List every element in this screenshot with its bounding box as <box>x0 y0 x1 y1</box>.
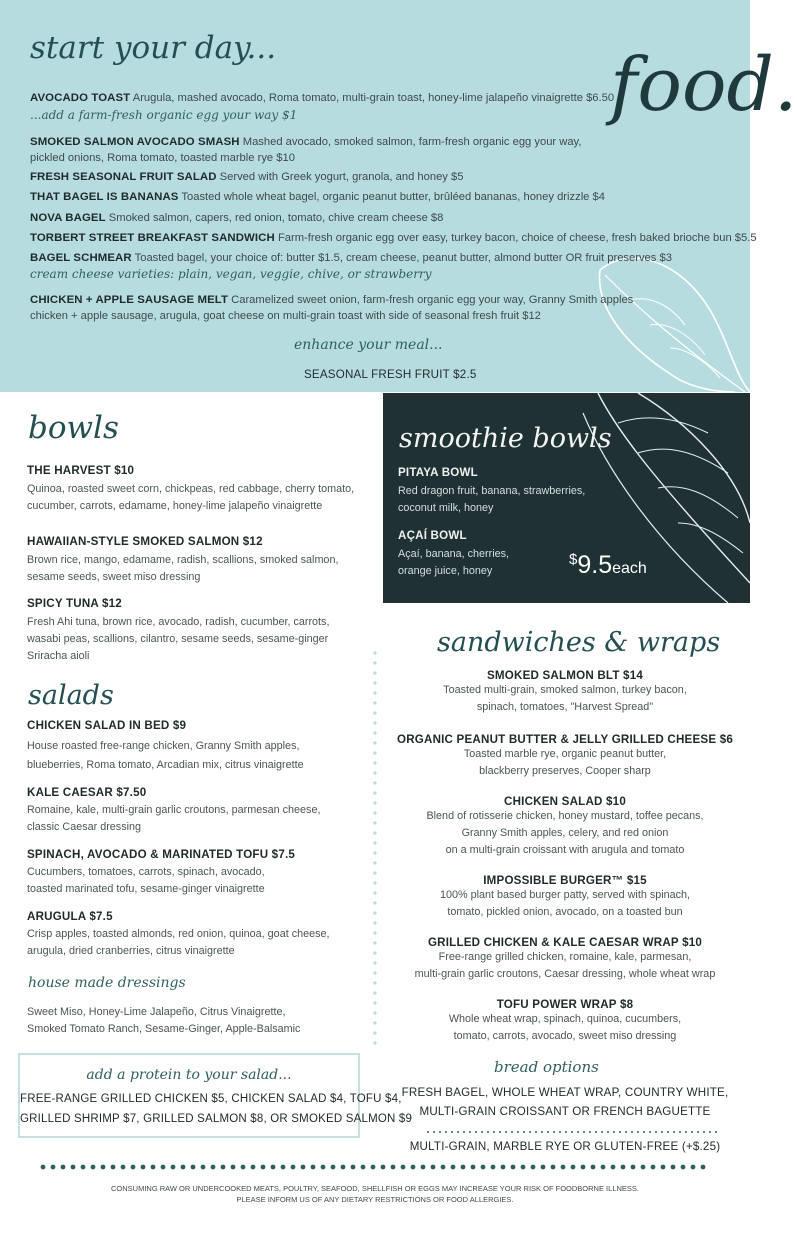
protein-line: GRILLED SHRIMP $7, GRILLED SALMON $8, OR SMOKED SALMON $9 <box>20 1113 413 1125</box>
smoothie-heading: smoothie bowls <box>399 423 612 454</box>
dressings-list: Sweet Miso, Honey-Lime Jalapeño, Citrus Vinaigrette, Smoked Tomato Ranch, Sesame-Ginger, Apple-Balsamic <box>27 1006 301 1035</box>
salads-heading: salads <box>28 680 114 711</box>
sandwich-item: IMPOSSIBLE BURGER™ $15 100% plant based burger patty, served with spinach, tomato, pickled onion, avocado, on a toasted bun <box>439 874 691 918</box>
footer-notice: CONSUMING RAW OR UNDERCOOKED MEATS, POULTRY, SEAFOOD, SHELLFISH OR EGGS MAY INCREASE YOUR RISK OF FOODBORNE ILLNESS. PLEASE INFORM US OF ANY DIETARY RESTRICTIONS OR FOOD ALLERGIES. <box>110 1184 639 1204</box>
smoothie-name: PITAYA BOWL <box>398 466 478 479</box>
smoothie-desc: Red dragon fruit, banana, strawberries, coconut milk, honey <box>398 485 586 514</box>
smoothie-name: AÇAÍ BOWL <box>398 529 467 542</box>
smoothie-panel <box>383 393 750 603</box>
sandwich-item: GRILLED CHICKEN & KALE CAESAR WRAP $10 Free-range grilled chicken, romaine, kale, parmesan, multi-grain garlic croutons, Caesar dressing, whole wheat wrap <box>414 936 716 980</box>
sandwiches-heading: sandwiches & wraps <box>437 627 721 658</box>
menu-item: SMOKED SALMON AVOCADO SMASH Mashed avocado, smoked salmon, farm-fresh organic egg your way, pickled onions, Roma tomato, toasted marble rye $10 <box>30 136 582 164</box>
salad-desc: Cucumbers, tomatoes, carrots, spinach, avocado, toasted marinated tofu, sesame-ginger vinaigrette <box>27 866 265 895</box>
menu-item: AVOCADO TOAST Arugula, mashed avocado, Roma tomato, multi-grain toast, honey-lime jalapeño vinaigrette $6.50 <box>30 92 615 104</box>
menu-item: THAT BAGEL IS BANANAS Toasted whole wheat bagel, organic peanut butter, brûléed bananas, honey drizzle $4 <box>30 191 605 203</box>
protein-heading: add a protein to your salad... <box>86 1067 292 1083</box>
protein-box <box>18 1053 413 1138</box>
salad-desc: House roasted free-range chicken, Granny Smith apples, blueberries, Roma tomato, Arcadian mix, citrus vinaigrette <box>27 740 304 771</box>
bowl-name: THE HARVEST $10 <box>27 464 135 477</box>
breakfast-heading: start your day... <box>30 30 277 66</box>
bread-heading: bread options <box>494 1058 599 1076</box>
salad-desc: Crisp apples, toasted almonds, red onion, quinoa, goat cheese, arugula, dried cranberries, citrus vinaigrette <box>27 928 330 957</box>
bowl-name: SPICY TUNA $12 <box>27 597 122 610</box>
bread-options: FRESH BAGEL, WHOLE WHEAT WRAP, COUNTRY WHITE, MULTI-GRAIN CROISSANT OR FRENCH BAGUETTE <box>401 1086 729 1118</box>
smoothie-price: $9.5each <box>569 551 647 579</box>
bowl-name: HAWAIIAN-STYLE SMOKED SALMON $12 <box>27 535 263 548</box>
bowls-heading: bowls <box>28 410 119 446</box>
salad-name: ARUGULA $7.5 <box>27 910 113 923</box>
bread-divider <box>425 1128 715 1134</box>
dressings-heading: house made dressings <box>28 975 186 991</box>
bowl-desc: Brown rice, mango, edamame, radish, scallions, smoked salmon, sesame seeds, sweet miso dressing <box>27 554 339 583</box>
egg-note: ...add a farm-fresh organic egg your way $1 <box>30 108 298 122</box>
food-title: food. <box>610 42 797 128</box>
menu-item: BAGEL SCHMEAR Toasted bagel, your choice of: butter $1.5, cream cheese, peanut butter, almond butter OR fruit preserves $3 <box>30 252 672 264</box>
cream-cheese-note: cream cheese varieties: plain, vegan, veggie, chive, or strawberry <box>30 267 432 281</box>
sandwich-item: CHICKEN SALAD $10 Blend of rotisserie chicken, honey mustard, toffee pecans, Granny Smith apples, celery, and red onion on a multi-grain croissant with arugula and tomato <box>426 795 704 856</box>
sandwich-item: TOFU POWER WRAP $8 Whole wheat wrap, spinach, quinoa, cucumbers, tomato, carrots, avocado, sweet miso dressing <box>448 998 682 1042</box>
salad-name: KALE CAESAR $7.50 <box>27 786 147 799</box>
footer-divider <box>40 1163 712 1171</box>
enhance-heading: enhance your meal... <box>294 337 443 353</box>
menu-item: CHICKEN + APPLE SAUSAGE MELT Caramelized sweet onion, farm-fresh organic egg your way, Granny Smith apples chicken + apple sausage, arugula, goat cheese on multi-grain toast with side of seasonal fresh fruit $12 <box>30 294 634 322</box>
bowl-desc: Quinoa, roasted sweet corn, chickpeas, red cabbage, cherry tomato, cucumber, carrots, edamame, honey-lime jalapeño vinaigrette <box>27 483 355 512</box>
salad-desc: Romaine, kale, multi-grain garlic croutons, parmesan cheese, classic Caesar dressing <box>27 804 321 833</box>
bowl-desc: Fresh Ahi tuna, brown rice, avocado, radish, cucumber, carrots, wasabi peas, scallions, cilantro, sesame seeds, sesame-ginger Sriracha aioli <box>27 616 330 662</box>
enhance-item: SEASONAL FRESH FRUIT $2.5 <box>304 368 477 381</box>
salad-name: CHICKEN SALAD IN BED $9 <box>27 719 187 732</box>
breakfast-panel <box>0 0 797 392</box>
menu-item: NOVA BAGEL Smoked salmon, capers, red onion, tomato, chive cream cheese $8 <box>30 212 444 224</box>
bread-extra: MULTI-GRAIN, MARBLE RYE OR GLUTEN-FREE (+$.25) <box>409 1140 721 1153</box>
menu-item: FRESH SEASONAL FRUIT SALAD Served with Greek yogurt, granola, and honey $5 <box>30 171 464 183</box>
sandwich-item: SMOKED SALMON BLT $14 Toasted multi-grain, smoked salmon, turkey bacon, spinach, tomatoes, "Harvest Spread" <box>443 669 687 713</box>
menu-item: TORBERT STREET BREAKFAST SANDWICH Farm-fresh organic egg over easy, turkey bacon, choice of cheese, fresh baked brioche bun $5.5 <box>30 232 757 244</box>
column-divider <box>371 650 379 1050</box>
sandwich-item: ORGANIC PEANUT BUTTER & JELLY GRILLED CHEESE $6 Toasted marble rye, organic peanut butter, blackberry preserves, Cooper sharp <box>396 733 733 777</box>
salad-name: SPINACH, AVOCADO & MARINATED TOFU $7.5 <box>27 848 296 861</box>
protein-line: FREE-RANGE GRILLED CHICKEN $5, CHICKEN SALAD $4, TOFU $4, <box>20 1093 402 1105</box>
smoothie-desc: Açaí, banana, cherries, orange juice, honey <box>398 548 510 577</box>
